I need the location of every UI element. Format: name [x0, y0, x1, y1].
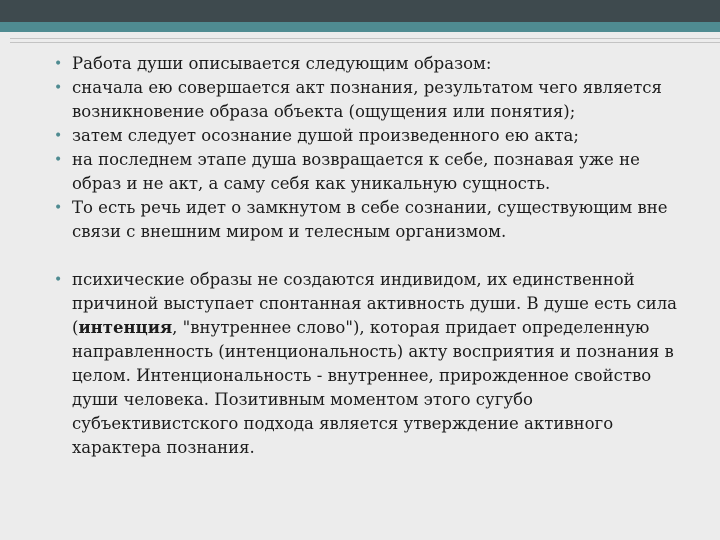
- bullet-item: • затем следует осознание душой произведенного ею акта;: [52, 124, 692, 148]
- bullet-text: , "внутреннее слово"), которая придает определенную направленность (интенциональность) акту восприятия и познания в целом. Интенциональность - внутреннее, прирожденное свойство души человека. Позитивным моментом этого сугубо субъективистского подхода является утверждение активного характера познания.: [72, 318, 674, 457]
- slide-accent-strip: [0, 22, 720, 32]
- spacer: [52, 244, 692, 268]
- bullet-item: • Работа души описывается следующим образом:: [52, 52, 692, 76]
- slide-top-bar: [0, 0, 720, 22]
- bullet-list: [52, 268, 692, 460]
- slide-content: [52, 52, 692, 460]
- slide-divider-line: [10, 38, 720, 39]
- bullet-bold-term: интенция: [78, 318, 173, 337]
- bullet-item: • сначала ею совершается акт познания, результатом чего является возникновение образа объекта (ощущения или понятия);: [52, 76, 692, 124]
- slide-divider-line: [10, 42, 720, 43]
- bullet-item: [52, 268, 692, 460]
- bullet-list: [52, 52, 692, 244]
- bullet-text: психические образы не создаются индивидом, их единственной причиной выступает спонтанная активность души. В душе есть сила (: [72, 270, 678, 337]
- bullet-item: • То есть речь идет о замкнутом в себе сознании, существующим вне связи с внешним миром и телесным организмом.: [52, 196, 692, 244]
- bullet-item: • на последнем этапе душа возвращается к себе, познавая уже не образ и не акт, а саму себя как уникальную сущность.: [52, 148, 692, 196]
